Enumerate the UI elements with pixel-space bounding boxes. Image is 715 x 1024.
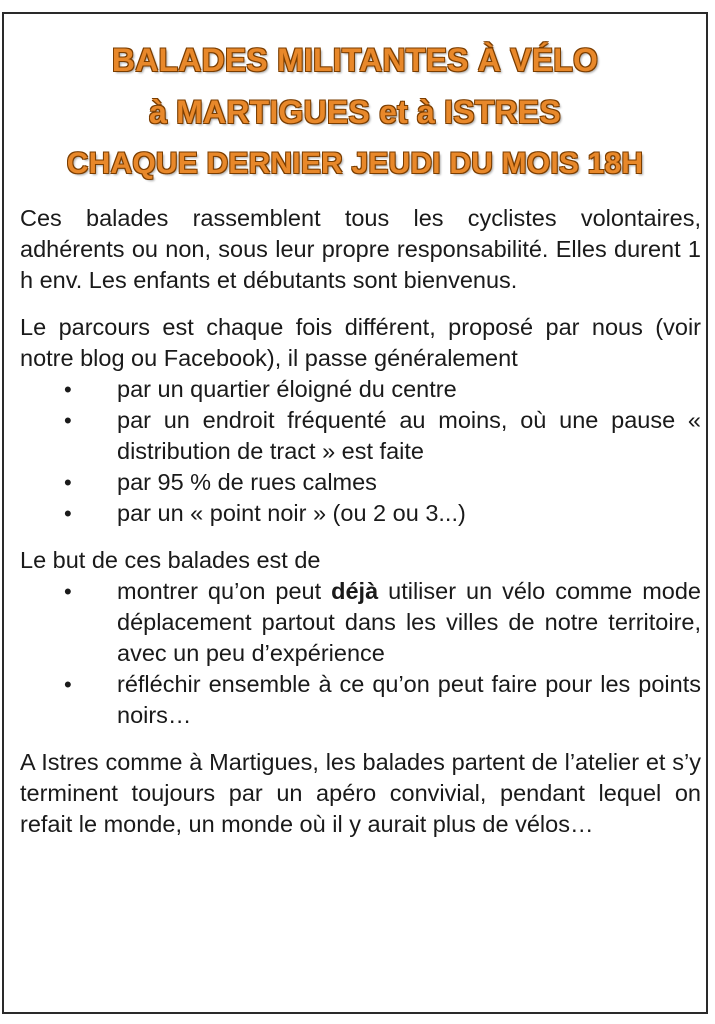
list-item: • par 95 % de rues calmes xyxy=(20,467,701,498)
title-line-2: à MARTIGUES et à ISTRES xyxy=(149,94,561,130)
route-paragraph: Le parcours est chaque fois différent, proposé par nous (voir notre blog ou Facebook), il passe généralement xyxy=(20,314,701,371)
list-item: • par un quartier éloigné du centre xyxy=(20,374,701,405)
closing-paragraph: A Istres comme à Martigues, les balades partent de l’atelier et s’y terminent toujours par un apéro convivial, pendant lequel on refait le monde, un monde où il y aurait plus de vélos… xyxy=(20,749,701,837)
flyer-body xyxy=(20,203,701,840)
title-line-3: CHAQUE DERNIER JEUDI DU MOIS 18H xyxy=(66,147,644,180)
bullet-icon: • xyxy=(64,672,72,697)
bullet-icon: • xyxy=(64,377,72,402)
title-line-1: BALADES MILITANTES À VÉLO xyxy=(111,42,599,78)
list-item: • montrer qu’on peut déjà utiliser un vélo comme mode déplacement partout dans les villes de notre territoire, avec un peu d’expérience xyxy=(64,578,701,666)
bullet-icon: • xyxy=(64,501,72,526)
bullet-icon: • xyxy=(64,408,72,433)
list-item: • réfléchir ensemble à ce qu’on peut faire pour les points noirs… xyxy=(64,671,701,728)
route-list xyxy=(20,374,701,529)
bullet-icon: • xyxy=(64,579,72,604)
bullet-icon: • xyxy=(64,470,72,495)
intro-paragraph: Ces balades rassemblent tous les cyclistes volontaires, adhérents ou non, sous leur propre responsabilité. Elles durent 1 h env. Les enfants et débutants sont bienvenus. xyxy=(20,205,701,293)
list-item: • par un endroit fréquenté au moins, où une pause « distribution de tract » est faite xyxy=(64,407,701,464)
emphasis-deja: déjà xyxy=(331,578,379,604)
list-item: • par un « point noir » (ou 2 ou 3...) xyxy=(20,498,701,529)
goal-list xyxy=(20,576,701,731)
flyer-frame xyxy=(2,12,708,1014)
goal-intro: Le but de ces balades est de xyxy=(20,547,321,573)
